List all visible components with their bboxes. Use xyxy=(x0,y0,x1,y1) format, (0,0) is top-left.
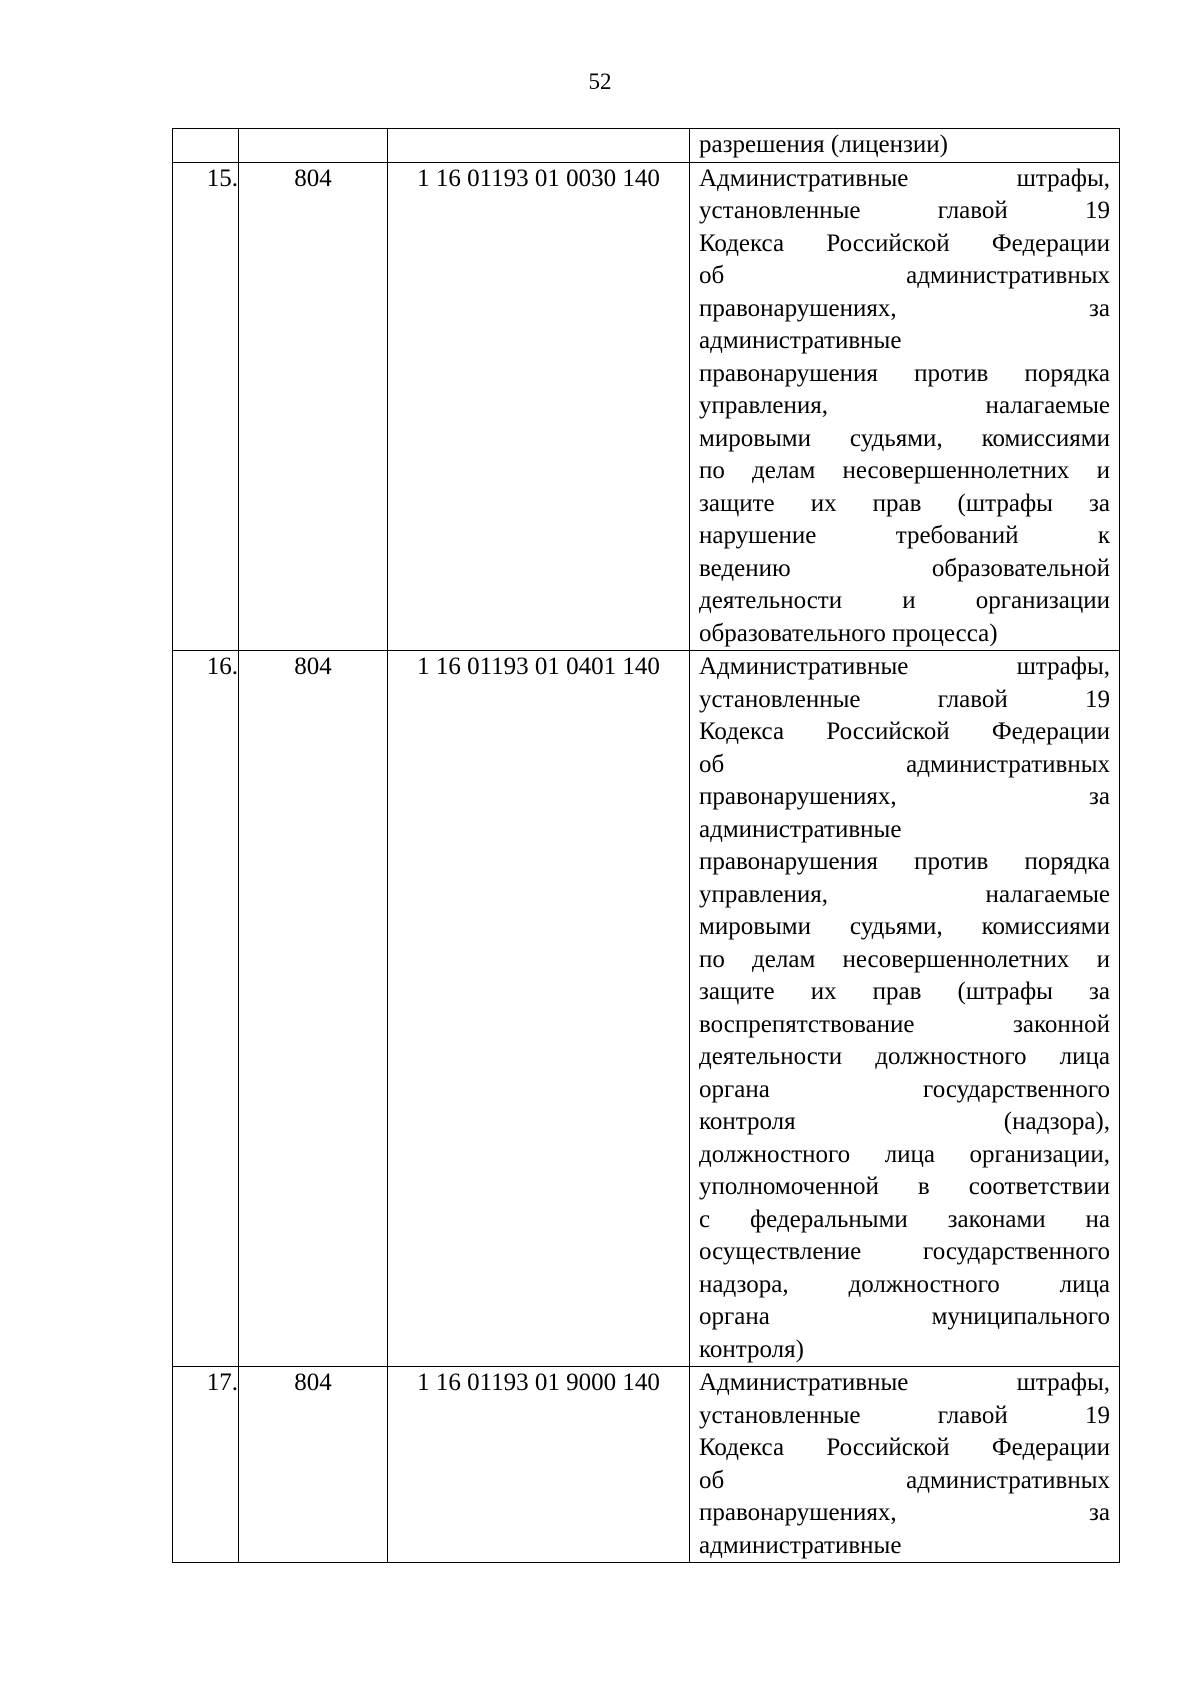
description-line: управления, налагаемые xyxy=(699,880,1110,908)
row-number-cell xyxy=(173,129,239,163)
description-cell xyxy=(690,1367,1120,1563)
kbk-code-cell xyxy=(388,129,690,163)
admin-code-cell: 804 xyxy=(239,651,388,1367)
description-line: нарушение требований к xyxy=(699,522,1110,549)
table-row xyxy=(173,1367,1120,1563)
description-line: правонарушениях, за xyxy=(699,294,1110,322)
description-cell xyxy=(690,651,1120,1367)
description-line: Кодекса Российской Федерации xyxy=(699,229,1110,257)
description-line: об административных xyxy=(699,1466,1110,1494)
table-row xyxy=(173,651,1120,1367)
description-line: правонарушения против порядка xyxy=(699,848,1110,875)
table-row-continuation xyxy=(173,129,1120,163)
description-line: по делам несовершеннолетних и xyxy=(699,945,1110,973)
budget-codes-table xyxy=(172,128,1120,1563)
description-line: установленные главой 19 xyxy=(699,1401,1110,1429)
admin-code-cell: 804 xyxy=(239,162,388,651)
description-line: с федеральными законами на xyxy=(699,1205,1110,1233)
description-line: административные xyxy=(699,1531,902,1559)
row-number-cell: 16. xyxy=(173,651,239,1367)
description-line: управления, налагаемые xyxy=(699,392,1110,419)
kbk-code-cell: 1 16 01193 01 0401 140 xyxy=(388,651,690,1367)
description-line: образовательного процесса) xyxy=(699,619,998,647)
description-line: контроля (надзора), xyxy=(699,1108,1110,1135)
description-line: по делам несовершеннолетних и xyxy=(699,457,1110,484)
description-line: разрешения (лицензии) xyxy=(699,131,948,158)
description-cell xyxy=(690,162,1120,651)
table-row xyxy=(173,162,1120,651)
description-line: об административных xyxy=(699,262,1110,289)
kbk-code-cell: 1 16 01193 01 9000 140 xyxy=(388,1367,690,1563)
description-line: административные xyxy=(699,815,902,843)
table-body xyxy=(173,129,1120,1563)
description-line: мировыми судьями, комиссиями xyxy=(699,424,1110,452)
description-line: деятельности должностного лица xyxy=(699,1043,1110,1070)
description-line: правонарушениях, за xyxy=(699,783,1110,810)
description-line: административные xyxy=(699,327,902,354)
kbk-code-cell: 1 16 01193 01 0030 140 xyxy=(388,162,690,651)
description-line: защите их прав (штрафы за xyxy=(699,978,1110,1005)
description-line: установленные главой 19 xyxy=(699,685,1110,713)
row-number-cell: 17. xyxy=(173,1367,239,1563)
description-line: Административные штрафы, xyxy=(699,164,1110,192)
description-line: правонарушениях, за xyxy=(699,1499,1110,1526)
description-line: воспрепятствование законной xyxy=(699,1010,1110,1038)
description-line: установленные главой 19 xyxy=(699,197,1110,224)
description-line: Кодекса Российской Федерации xyxy=(699,1434,1110,1461)
description-line: Административные штрафы, xyxy=(699,653,1110,680)
description-line: осуществление государственного xyxy=(699,1238,1110,1265)
description-line: Административные штрафы, xyxy=(699,1369,1110,1396)
description-line: деятельности и организации xyxy=(699,587,1110,614)
description-line: об административных xyxy=(699,750,1110,778)
description-line: Кодекса Российской Федерации xyxy=(699,718,1110,745)
description-line: контроля) xyxy=(699,1335,804,1363)
description-cell xyxy=(690,129,1120,163)
admin-code-cell: 804 xyxy=(239,1367,388,1563)
description-line: мировыми судьями, комиссиями xyxy=(699,913,1110,940)
description-line: правонарушения против порядка xyxy=(699,359,1110,387)
description-line: органа муниципального xyxy=(699,1303,1110,1330)
description-line: уполномоченной в соответствии xyxy=(699,1173,1110,1200)
description-line: защите их прав (штрафы за xyxy=(699,489,1110,517)
description-line: ведению образовательной xyxy=(699,554,1110,582)
description-line: надзора, должностного лица xyxy=(699,1270,1110,1298)
page-number: 52 xyxy=(588,69,612,94)
description-line: должностного лица организации, xyxy=(699,1140,1110,1168)
row-number-cell: 15. xyxy=(173,162,239,651)
admin-code-cell xyxy=(239,129,388,163)
description-line: органа государственного xyxy=(699,1075,1110,1103)
